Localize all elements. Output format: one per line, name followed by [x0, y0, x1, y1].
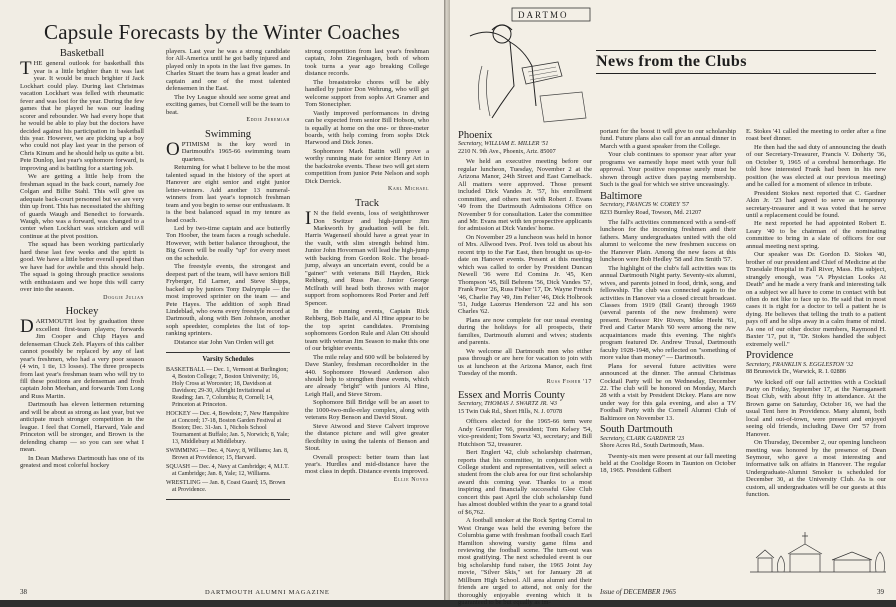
hockey-paragraph-1: DARTMOUTH lost by graduation three excellent first-team players; forwards Jim Cooper and Chip Hayes and defenseman Chuck Zeh. Players of this caliber cannot possibly be replaced by any of last year's freshmen, who had a very poor season (4 win, 1 tie, 13 losses). The three prospects from last year's freshman team who will try to fill these positions are defenseman and frosh captain John Meehan, and forwards Tom Long and Russ Martin. — [20, 316, 144, 400]
schedule-item: BASKETBALL — Dec. 1, Vermont at Burlington; 4, Boston College; 7, Boston University; 16, Holy Cross at Worcester; 18, Davidson at Davidson; 29-30, Albright Invitational at Reading; Jan. 7, Columbia; 8, Cornell; 14, Princeton at Princeton. — [166, 366, 288, 408]
baltimore-paragraph-1: The fall's activities commenced with a send-off luncheon for the incoming freshmen and their fathers. Many undergraduates united with the old alumni to welcome the new freshmen success on the Hanover Plain. Among the new faces at this luncheon were Bob Hedley '58 and Jim Smith '57. — [600, 218, 736, 264]
right-page — [450, 0, 896, 607]
basketball-paragraph-2: We are getting a little help from the freshman squad in the back court, namely Joe Colgan and Billie Stahl. This will give us adequate back-court personnel but we are very thin up front. This has necessitated the shifting of guards Waugh and Benedict to forwards. Waugh, who was a forward, was changed to a center when Lockhart was stricken and will continue at the pivot position. — [20, 173, 144, 240]
church-sketch — [788, 532, 822, 572]
schedules-heading: Varsity Schedules — [202, 356, 254, 364]
essex-paragraph-1: Officers elected for the 1965-66 term were Andy Gromiller '66, president; Tom Kelsey '54, vice-president; Tom Swartz '43, secretary; and Bill Hutchison '52, treasurer. — [458, 418, 592, 448]
schedule-item: HOCKEY — Dec. 4, Bowdoin; 7, New Hampshire at Concord; 17-18, Boston Garden Festival at Boston; Dec. 31-Jan. 1, Nichols School Tournament at Buffalo; Jan. 5, Norwich; 8, Yale; 13, Middlebury at Middlebury. — [166, 410, 289, 445]
south-dartmouth-paragraph-6: Our speaker was Dr. Gordon D. Stokes '40, brother of our president and Chief of Medicine at the Truesdale Hospital in Fall River, Mass. His subject, strangely enough, was "A Physician Looks At Death" and he made a very frank and interesting talk on a subject we all have to come in contact with but often do not like to face up to. He said that in most cases it is right for a doctor to tell a patient he is dying. He believes that telling the truth to a patient pays off and he slips away in a calm frame of mind. As one of our other doctor members, Raymond H. Baxter '17, put it, "Dr. Stokes handled the subject extremely well." — [746, 251, 886, 348]
swimming-paragraph-9: Sophomore Mark Battin will prove a worthy running mate for senior Henry Art in the backstroke events. These two will get stern competition from junior Pete Nelson and soph Dick Derrick. — [305, 147, 429, 185]
sketch-table — [540, 92, 586, 122]
swimming-paragraph-2: Returning for what I believe to be the most talented squad in the history of the sport at Hanover are eight senior and eight junior letter-winners. Add another 13 numeral-winners from last year's topnotch freshman team and you begin to sense our enthusiasm. It is the best balanced squad in my tenure as head coach. — [166, 164, 290, 224]
hockey-paragraph-2: Dartmouth has eleven lettermen returning and will be about as strong as last year, but we anticipate much stronger competition in the league. I feel that Cornell, Harvard, Yale and Princeton will be stronger, and Brown is the defending champ — so you can see what I mean. — [20, 401, 144, 454]
left-column-3 — [305, 48, 429, 588]
swimming-paragraph-8: Vastly improved performances in diving can be expected from senior Bill Hobson, who is equally at home on the one- or three-meter boards, with help coming from sophs Dick Harwood and Dick Jones. — [305, 109, 429, 147]
schedule-item: SWIMMING — Dec. 4, Navy; 8, Williams; Jan. 8, Brown at Providence; 15, Harvard. — [166, 447, 289, 461]
issue-line: Issue of DECEMBER 1965 — [600, 588, 677, 596]
phoenix-secretary: Secretary, WILLIAM E. MILLER '51 — [458, 140, 549, 148]
figure-paper — [522, 62, 562, 84]
schedule-item: WRESTLING — Jan. 8, Coast Guard; 15, Brown at Providence. — [166, 479, 286, 493]
campus-sketch-illustration — [750, 528, 886, 580]
essex-paragraph-4: portant for the boost it will give to our scholarship fund. Future plans also call for an annual dinner in March with a guest speaker from the College. — [600, 128, 736, 150]
basketball-paragraph-3: The squad has been working particularly hard these last few weeks and the spirit is good. We have a little better overall speed than we have had for awhile and this should help. The squad is going through practice sessions with enthusiasm and we hope this will carry over into the season. — [20, 241, 144, 294]
swimming-paragraph-3: Led by two-time captain and ace butterfly Ton Hoober, the team faces a rough schedule. However, with better balance throughout, the Big Green will be really "up" for every meet on the schedule. — [166, 224, 290, 262]
hockey-paragraph-3: In Dean Mathews Dartmouth has one of its greatest and most colorful hockey — [20, 454, 144, 470]
dropcap-hockey: D — [20, 316, 34, 338]
hockey-paragraph-4: players. Last year he was a strong candidate for All-America until he got badly injured and played only in spots in the last five games. In Charles Stuart the team has a great leader and captain and one of the most talented defensemen in the East. — [166, 48, 290, 93]
essex-paragraph-3: A football smoker at the Rock Spring Corral in West Orange was held the evening before the Columbia game with freshman football coach Earl Hamilton showing varsity game films and reviewing the football scene. The turn-out was most gratifying. The next scheduled event is our big scholarship fund raiser, the 1965 Joint Jay movie, "Silver Skis," set for January 28 at Millburn High School. All area alumni and their friends are urged to attend, not only for the thoroughly enjoyable evening which it is guaranteed to be but equally as im- — [458, 517, 592, 607]
providence-address: 88 Brunswick Dr., Warwick, R. I. 02886 — [746, 368, 846, 376]
hockey-heading: Hockey — [65, 305, 99, 317]
hockey-paragraph-5: The Ivy League should see some great and exciting games, but Cornell will be the team to beat. — [166, 93, 290, 116]
track-paragraph-6: Overall prospect: better team than last year's. Hurdles and mid-distance have the most class in depth. Distance events improved. — [305, 453, 429, 476]
hall-sketch — [832, 552, 872, 572]
track-heading: Track — [354, 197, 380, 209]
essex-secretary: Secretary, THOMAS J. SWARTZ JR. '43 — [458, 400, 557, 408]
swimming-heading: Swimming — [204, 128, 252, 140]
providence-paragraph-2: On Thursday, December 2, our opening luncheon meeting was honored by the presence of Dean Seymour, who gave a most interesting and informative talk on affairs in Hanover. The regular Undergraduate-Alumni Smoker is scheduled for December 30, at the University Club. As is our custom, all undergraduates will be our guests at this function. — [746, 439, 886, 499]
house-sketch — [756, 550, 774, 572]
essex-heading: Essex and Morris County — [458, 389, 566, 401]
news-banner — [596, 50, 876, 74]
figure-arm — [478, 66, 490, 116]
providence-heading: Providence — [746, 350, 794, 362]
right-column-1 — [458, 128, 592, 607]
phoenix-paragraph-3: Plans are now complete for our usual evening during the holidays for all prospects, their families, Dartmouth alumni and wives; students and parents. — [458, 316, 592, 347]
basketball-signature: Doggie Julian — [103, 294, 144, 301]
south-dartmouth-heading: South Dartmouth — [600, 424, 673, 436]
phoenix-signature: Russ Fisher '17 — [546, 378, 592, 385]
swimming-paragraph-5: Distance star John Van Orden will get — [174, 338, 274, 346]
left-column-1 — [20, 48, 144, 588]
club-sketch-illustration — [462, 6, 592, 124]
right-column-3 — [746, 128, 886, 528]
dropcap-track: I — [305, 208, 312, 230]
essex-paragraph-5: Your club continues to sponsor year after year programs we earnestly hope meet with your full approval. Your positive response surely must be shown through active dues paying membership. Such is the goal for which we strive unceasingly. — [600, 151, 736, 189]
essex-paragraph-2: Bert Englert '42, club scholarship chairman, reports that his committee, in conjunction with College student and representatives, will select a student from the club area for our first scholarship award this coming year. Thanks to a most inspiring and financially successful Glee Club concert this past April the club scholarship fund has almost doubled within the year to a grand total of $6,762. — [458, 449, 592, 516]
hockey-signature: Eddie Jeremiah — [246, 117, 290, 124]
essex-address: 15 Twin Oak Rd., Short Hills, N. J. 07078 — [458, 407, 563, 415]
phoenix-paragraph-1: We held an executive meeting before our regular luncheon, Tuesday, November 2 at the Arizona Manor, 24th Street and East Camelback. All matters were approved. Those present included Dick Vandes Jr. '57, his enrollment committee, and others met with Robert J. Evans '49 from the Dartmouth Admissions Office on November 9 for consultation. Later the committee and Mr. Evans met with ten prospective applicants for admission at Dick Vandes' home. — [458, 158, 592, 233]
swimming-paragraph-6: strong competition from last year's freshman captain, John Ziegenhagen, both of whom took turns a year ago breaking College distance records. — [305, 48, 429, 78]
sketch-sign-text: DARTMO — [518, 10, 569, 20]
dropcap-swimming: O — [166, 138, 180, 160]
left-page — [0, 0, 444, 600]
south-dartmouth-paragraph-4: President Stokes next reported that C. Gardner Akin Jr. '23 had agreed to serve as temporary secretary-treasurer and it was voted that he serve until a replacement could be found. — [746, 189, 886, 219]
swimming-paragraph-7: The breaststroke chores will be ably handled by junior Don Wehrung, who will get welcome support from sophs Art Gramer and Tom Stonecipher. — [305, 78, 429, 109]
right-page-number: 39 — [877, 588, 884, 596]
phoenix-paragraph-4: We welcome all Dartmouth men who either pass through or are here for vacation to join with us at luncheon at the Arizona Manor, each first Tuesday of the month. — [458, 347, 592, 378]
figure-hair — [492, 25, 512, 30]
baltimore-secretary: Secretary, FRANCIS W. COREY '57 — [600, 201, 689, 209]
swimming-paragraph-1: OPTIMISM is the key word in Dartmouth's 1965-66 swimming team quarters. — [166, 138, 290, 163]
schedule-item: SQUASH — Dec. 4, Navy at Cambridge; 4, M.I.T. at Cambridge; Jan. 8, Yale; 12, Williams. — [166, 463, 289, 477]
basketball-heading: Basketball — [59, 48, 105, 59]
varsity-schedules-box — [166, 352, 290, 499]
baltimore-heading: Baltimore — [600, 190, 642, 202]
track-signature: Ellie Noyes — [393, 476, 429, 483]
left-page-number: 38 — [20, 588, 27, 596]
right-column-2 — [600, 128, 736, 588]
phoenix-paragraph-2: On November 29 a luncheon was held in honor of Mrs. Allwood Ives. Prof. Ives told us about his recent trip to the Far East, then brought us up-to-date on Hanover events. Present at this meeting which was called to order by President Duncan Newell '36 were Ed Comins Jr. '45, Ken Thompson '45, Bill Behrens '56, Dick Vandes '57, Frank Poor '26, Russ Fisher '17, Dr. Wayne French '46, Charlie Fay '49, Jim Felter '46, Dick Holbrook '51, Judge Lazerus Henderson '22 and his son Charles '62. — [458, 233, 592, 316]
swimming-signature: Karl Michael — [387, 186, 429, 193]
south-dartmouth-paragraph-3: He then had the sad duty of announcing the death of our Secretary-Treasurer, Francis V. Doherty '36, on October 9, 1965 of a cerebral hemorrhage. He told how interested Frank had been in his new position (he was elected at our previous meeting) and he called for a moment of silence in tribute. — [746, 143, 886, 189]
providence-secretary: Secretary, FRANKLIN S. EGGLESTON '32 — [746, 360, 854, 368]
tree-sketch — [876, 552, 885, 572]
basketball-paragraph-1: THE general outlook for basketball this year is a little brighter than it was last year. It would be much brighter if Jack Lockhart could play. During last Christmas vacation Lockhart was felled with rheumatic fever and was lost for the year. During the few games that he played he was our leading scorer and rebounder. We had every hope that he would be able to play but the doctors have decided against his participation in basketball this year. However, we are picking up a boy who could not play last year in the person of Chris Kinum and he should help us quite a bit. Pete Dunlop, last year's sophomore forward, is improving and is battling for a starting job. — [20, 58, 144, 172]
track-paragraph-5: Steve Atwood and Steve Calvert improve the distance picture and will give greater flexibility in using the talents of Benson and Stout. — [305, 422, 429, 453]
left-column-2 — [166, 48, 290, 588]
page-title: Capsule Forecasts by the Winter Coaches — [44, 20, 400, 44]
swimming-paragraph-4: The freestyle events, the strongest and deepest part of the team, will have seniors Bill Fryberger, Ed Larner, and Steve Shipps, backed up by juniors Tony Dalrymple — the most improved sprinter on the team — and Pete Hayes. The addition of soph Brad Lindeblad, who owns every freestyle record at Dartmouth, along with Ben Johnson, another soph speedster, completes the list of top-ranking sprinters. — [166, 263, 290, 338]
news-banner-title: News from the Clubs — [596, 53, 747, 70]
track-paragraph-4: Sophomore Bill Bridge will be an asset to the 1000-two-mile-relay complex, along with veterans Roy Benson and David Stout. — [305, 399, 429, 422]
track-paragraph-3: The mile relay and 600 will be bolstered by Dave Stanley, freshman recordholder in the 440. Sophomore Howard Anderson also should help to strengthen these events, which are already "bright" with juniors Al Hine, Leigh Hall, and Steve Strom. — [305, 353, 429, 398]
south-dartmouth-paragraph-1: Twenty-six men were present at our fall meeting held at the Coolidge Room in Taunton on October 18, 1965. President Gilbert — [600, 452, 736, 475]
track-paragraph-2: In the running events, Captain Rick Rehberg, Bob Haile, and Al Hine appear to be the top sprint candidates. Promising sophomores Gordon Rule and Alan Ott should team with veteran Jim Season to make this one of our brighter events. — [305, 307, 429, 353]
baltimore-paragraph-2: The highlight of the club's fall activities was its annual Dartmouth Night party. Seventy-six alumni, wives, and parents joined in food, drink, song, and fellowship. The club was connected again to the activities in Hanover via a closed circuit broadcast. Classes from 1919 (Bill Grant) through 1969 (several parents of the new freshmen) were present. Professor Riv Rivers, Mike Heeht '61, Fred and Carter Marsh '60 were among the new acquaintances made this evening. The night's program featured Dr. Andrew Truxal, Dartmouth faculty 1928-1948, who reflected on "something of more value than money" — Dartmouth. — [600, 264, 736, 362]
track-paragraph-1: I N the field events, loss of weightthrower Don Switzer and high-jumper Jim Markworth by graduation will be felt. Harris Wagenseil should have a great year in the vault, with slim strength behind him. Junior John Hovorman will lead the high-jump with backing from Gordon Rolc. The broad-jump, always an uncertain event, could be a "gainer" with veterans Bill Hayden, Rick Rehberg, and Russ Pae. Junior George McIlrath will head both throws with major support from sophomores Rod Porter and Jeff Spencer. — [305, 208, 429, 307]
phoenix-heading: Phoenix — [458, 130, 493, 141]
south-dartmouth-address: Shore Acres Rd., South Dartmouth, Mass. — [600, 442, 704, 450]
baltimore-address: 8233 Burnley Road, Towson, Md. 21207 — [600, 208, 702, 216]
phoenix-address: 2210 N. 9th Ave., Phoenix, Ariz. 85007 — [458, 147, 556, 155]
south-dartmouth-paragraph-5: He next reported he had appointed Robert E. Leary '40 to be chairman of the nominating committee to bring in a slate of officers for our annual meeting next spring. — [746, 220, 886, 250]
dropcap-basketball: T — [20, 58, 32, 80]
providence-paragraph-1: We kicked off our fall activities with a Cocktail Party on Friday, September 17, at the Narragansett Boat Club, with about fifty in attendance. At the Brown game on Saturday, October 16, we had the usual Tent here in Providence. Many alumni, both local and out-of-town, were present and enjoyed seeing old friends, including Dave Orr '57 from Hanover. — [746, 378, 886, 438]
south-dartmouth-paragraph-2: E. Stokes '41 called the meeting to order after a fine roast beef dinner. — [746, 128, 886, 143]
south-dartmouth-secretary: Secretary, CLARK GARDNER '23 — [600, 434, 685, 442]
magazine-name: DARTMOUTH ALUMNI MAGAZINE — [205, 589, 330, 596]
tree-sketch — [777, 556, 784, 572]
baltimore-paragraph-3: Plans for several future activities were announced at the dinner. The annual Christmas Cocktail Party will be on Wednesday, December 22. The club will be honored on Monday, March 28 with a visit by President Dickey. Plans are now under way for this gala evening, and also a TV Football Party with the Cornell Alumni Club of Baltimore on November 13. — [600, 362, 736, 422]
